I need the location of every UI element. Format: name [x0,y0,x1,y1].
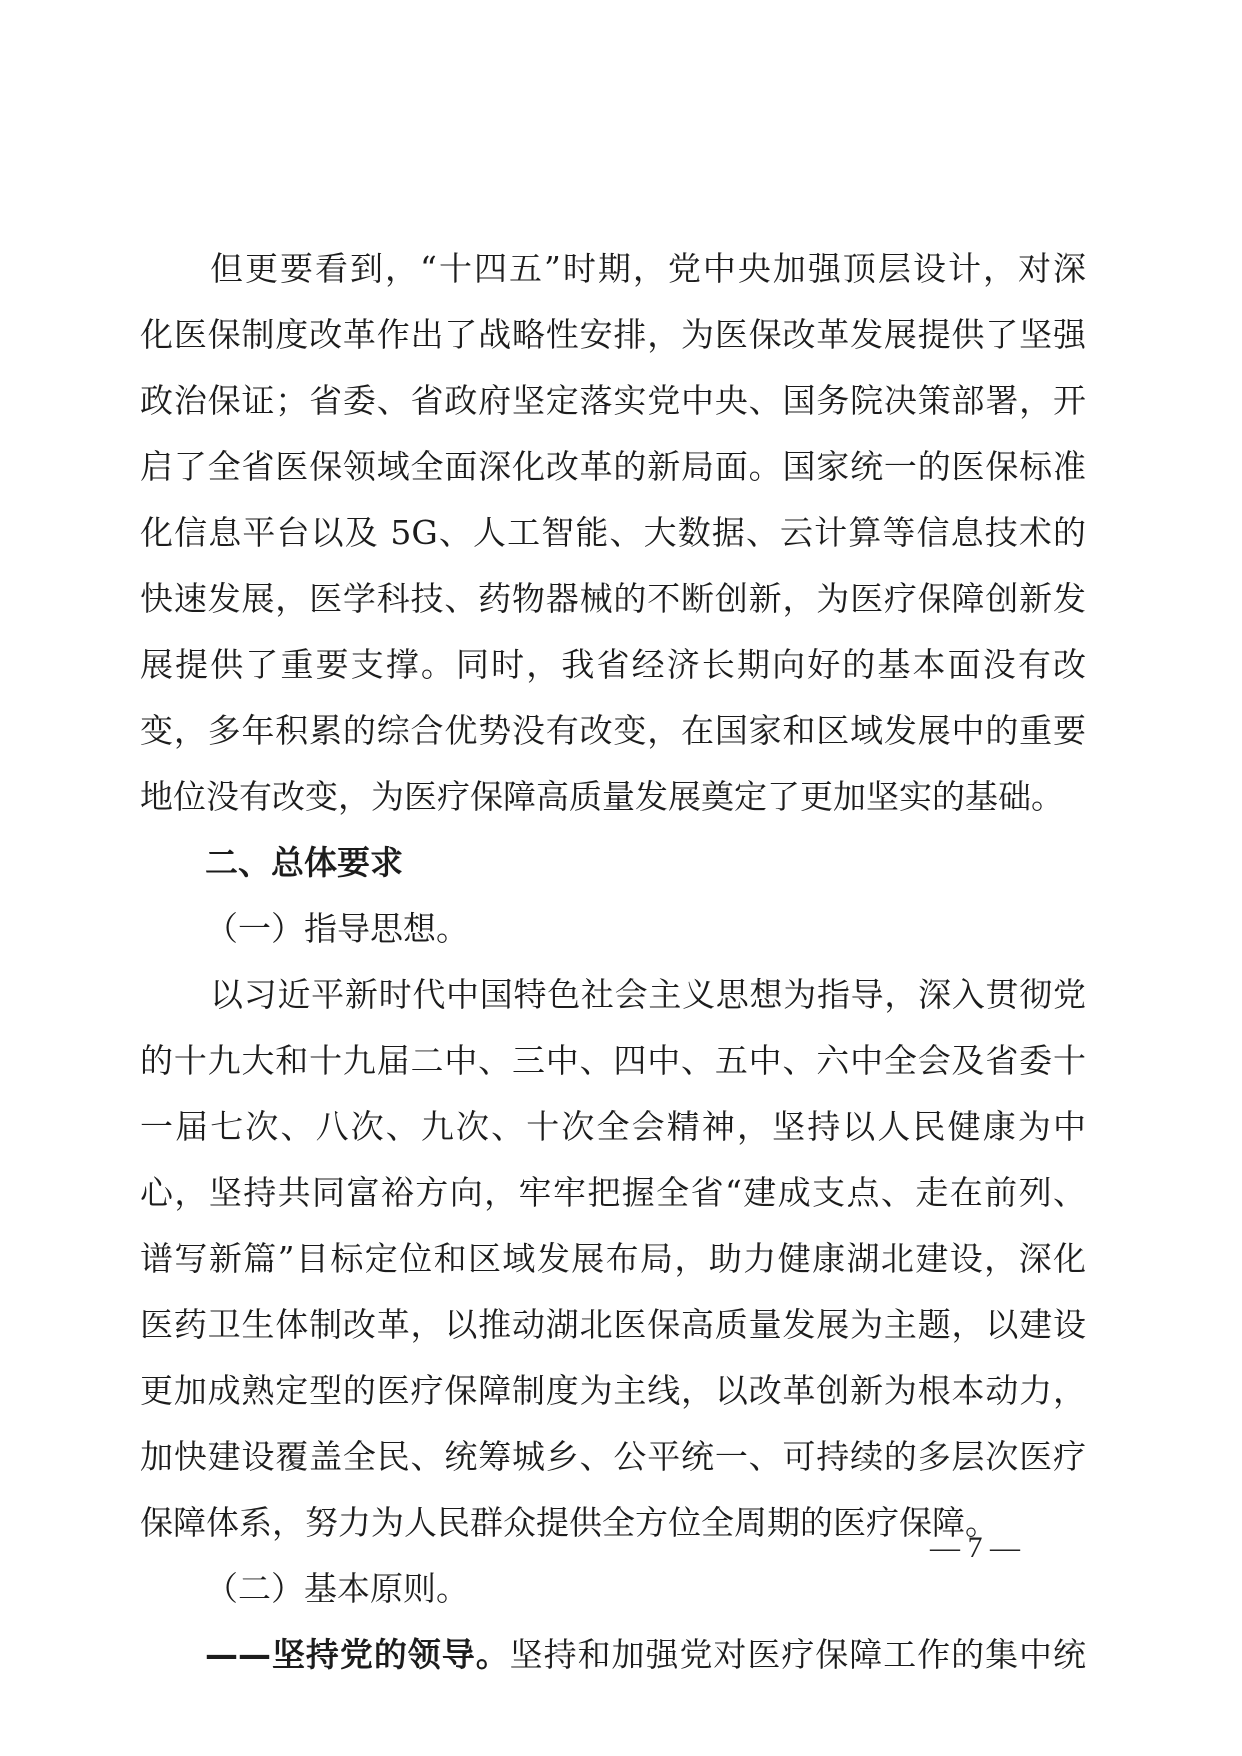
paragraph-line: 展提供了重要支撑。同时，我省经济长期向好的基本面没有改 [140,645,1086,684]
paragraph-line: 化医保制度改革作出了战略性安排，为医保改革发展提供了坚强 [140,315,1086,354]
paragraph-line: 变，多年积累的综合优势没有改变，在国家和区域发展中的重要 [140,711,1086,750]
paragraph-line: 更加成熟定型的医疗保障制度为主线，以改革创新为根本动力， [140,1371,1086,1410]
paragraph-line: 政治保证；省委、省政府坚定落实党中央、国务院决策部署，开 [140,381,1086,420]
paragraph-line: 地位没有改变，为医疗保障高质量发展奠定了更加坚实的基础。 [140,777,1064,816]
paragraph-line: 一届七次、八次、九次、十次全会精神，坚持以人民健康为中 [140,1107,1086,1146]
body-text [140,236,1086,1688]
paragraph-line: 保障体系，努力为人民群众提供全方位全周期的医疗保障。 [140,1503,998,1542]
paragraph-line: 的十九大和十九届二中、三中、四中、五中、六中全会及省委十 [140,1041,1086,1080]
paragraph-line: 快速发展，医学科技、药物器械的不断创新，为医疗保障创新发 [140,579,1086,618]
paragraph-line: 加快建设覆盖全民、统筹城乡、公平统一、可持续的多层次医疗 [140,1437,1086,1476]
paragraph-line: 心，坚持共同富裕方向，牢牢把握全省“建成支点、走在前列、 [140,1173,1086,1212]
section-heading: 二、总体要求 [205,843,403,882]
paragraph-opportunities [140,236,1086,830]
paragraph-guiding-ideology [140,962,1086,1556]
subsection-heading-basic-principles: （二）基本原则。 [205,1569,469,1608]
principle-text: 坚持和加强党对医疗保障工作的集中统 [509,1635,1086,1674]
principle-line [140,1622,1086,1688]
paragraph-line: 医药卫生体制改革，以推动湖北医保高质量发展为主题，以建设 [140,1305,1086,1344]
paragraph-line: 启了全省医保领域全面深化改革的新局面。国家统一的医保标准 [140,447,1086,486]
subsection-heading-guiding-ideology: （一）指导思想。 [205,909,469,948]
paragraph-line: 但更要看到，“十四五”时期，党中央加强顶层设计，对深 [210,249,1086,288]
page-number: — 7 — [930,1531,1020,1564]
principle-lead: ——坚持党的领导。 [205,1635,510,1674]
paragraph-line: 谱写新篇”目标定位和区域发展布局，助力健康湖北建设，深化 [140,1239,1086,1278]
paragraph-line: 以习近平新时代中国特色社会主义思想为指导，深入贯彻党 [210,975,1086,1014]
paragraph-line: 化信息平台以及 5G、人工智能、大数据、云计算等信息技术的 [140,513,1086,552]
